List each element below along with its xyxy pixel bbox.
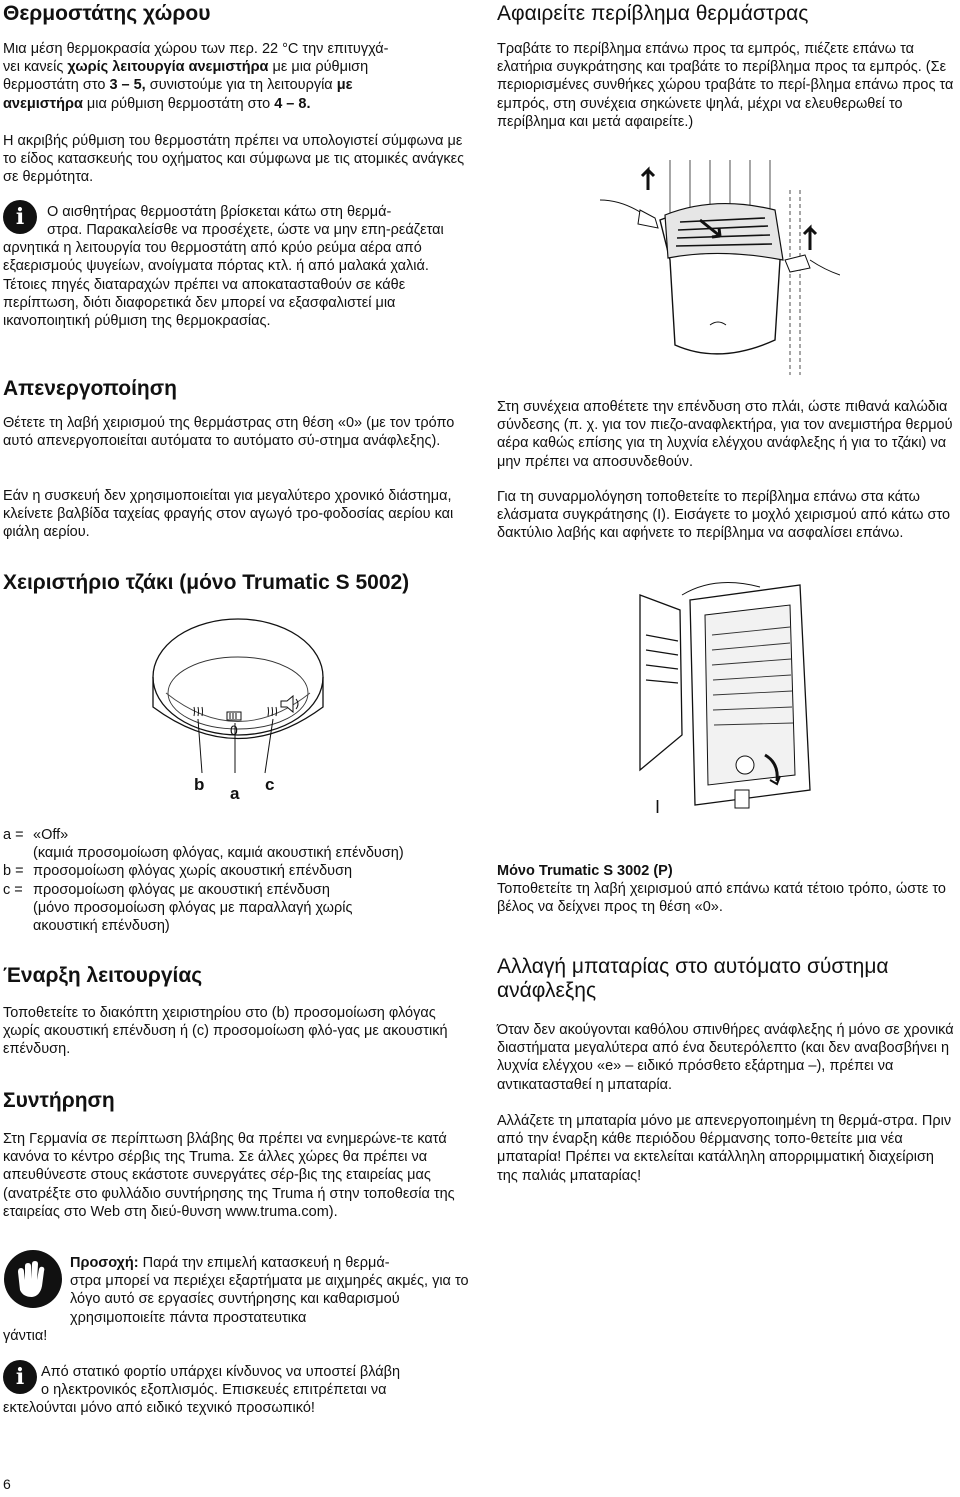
legend-row: a = «Off» bbox=[3, 827, 69, 843]
switch-off-paragraph-1: Θέτετε τη λαβή χειρισμού της θερμάστρας στη θέση «0» (με τον τρόπο αυτό απενεργοποιείται αυτόματα το αυτόματο σύ-στημα ανάφλεξης). bbox=[3, 415, 455, 450]
static-warning-line-3: εκτελούνται μόνο από ειδικό τεχνικό προσωπικό! bbox=[3, 1400, 315, 1416]
battery-change-paragraph-1: Όταν δεν ακούγονται καθόλου σπινθήρες ανάφλεξης ή μόνο σε χρονικά διαστήματα μεγαλύτερα από ένα δευτερόλεπτο (και δεν αναβοσβήνει η λυχνία ελέγχου «e» – ειδικό πρόσθετο εξάρτημα –), πρέπει να αντικατασταθεί η μπαταρία. bbox=[497, 1022, 954, 1093]
fireplace-control-diagram bbox=[150, 615, 330, 810]
caution-text: Προσοχή: Παρά την επιμελή κατασκευή η θερμά- στρα μπορεί να περιέχει εξαρτήματα με αιχμηρές ακμές, για το λόγο αυτό σε εργασίες συντήρησης και καθαρισμού χρησιμοποιείτε πάντα προστατευτικα bbox=[70, 1255, 469, 1326]
legend-row: ακουστική επένδυση) bbox=[33, 918, 170, 935]
heater-casing-removal-illustration bbox=[600, 160, 840, 375]
s3002-heading: Μόνο Trumatic S 3002 (P) bbox=[497, 863, 673, 879]
fireplace-legend bbox=[3, 826, 473, 935]
s3002-paragraph: Τοποθετείτε τη λαβή χειρισμού από επάνω κατά τέτοιο τρόπο, ώστε το βέλος να δείχνει προς τη θέση «0». bbox=[497, 881, 946, 916]
info-icon: i bbox=[3, 1360, 37, 1394]
dial-label-a: a bbox=[230, 784, 240, 803]
thermostat-paragraph-1: Μια μέση θερμοκρασία χώρου των περ. 22 °C την επιτυγχά- νει κανείς χωρίς λειτουργία ανεμιστήρα με μια ρύθμιση θερμοστάτη στο 3 – 5, συνιστούμε για τη λειτουργία με ανεμιστήρα μια ρύθμιση θερμοστάτη στο 4 – 8. bbox=[3, 41, 389, 112]
legend-row: b = προσομοίωση φλόγας χωρίς ακουστική επένδυση bbox=[3, 863, 353, 880]
protective-gloves-icon bbox=[4, 1250, 62, 1308]
legend-row: c = προσομοίωση φλόγας με ακουστική επένδυση bbox=[3, 881, 330, 898]
retaining-plate-label: I bbox=[655, 797, 661, 817]
remove-casing-heading: Αφαιρείτε περίβλημα θερμάστρας bbox=[497, 2, 809, 25]
dial-label-c: c bbox=[265, 775, 275, 794]
fireplace-control-heading: Χειριστήριο τζάκι (μόνο Trumatic S 5002) bbox=[3, 571, 410, 594]
maintenance-paragraph: Στη Γερμανία σε περίπτωση βλάβης θα πρέπει να ενημερώνε-τε κατά κανόνα το κέντρο σέρβις της Truma. Σε άλλες χώρες θα πρέπει να απευθύνεστε στους εκάστοτε συνεργάτες σέρ-βις της εταιρείας μας (ανατρέξτε στο φυλλάδιο συντήρησης της Truma ή στην τοποθεσία της εταιρείας στο Web στη διεύ-θυνση www.truma.com). bbox=[3, 1131, 455, 1220]
dial-zero-label: 0 bbox=[230, 722, 238, 738]
static-warning-line-1: Από στατικό φορτίο υπάρχει κίνδυνος να υποστεί βλάβη bbox=[41, 1364, 401, 1380]
battery-change-paragraph-2: Αλλάζετε τη μπαταρία μόνο με απενεργοποιημένη τη θερμά-στρα. Πριν από την έναρξη κάθε περιόδου θέρμανσης τοπο-θετείτε μια νέα μπαταρία! Πρέπει να εκτελείται κατάλληλη απορριμματική διαχείριση της παλιάς μπαταρίας! bbox=[497, 1113, 952, 1184]
dial-label-b: b bbox=[194, 775, 205, 794]
switch-off-paragraph-2: Εάν η συσκευή δεν χρησιμοποιείται για μεγαλύτερο χρονικό διάστημα, κλείνετε βαλβίδα ταχείας φραγής στον αγωγό τρο-φοδοσίας αερίου και φιάλη αερίου. bbox=[3, 488, 454, 541]
sensor-note-line-1: Ο αισθητήρας θερμοστάτη βρίσκεται κάτω στη θερμά- bbox=[47, 204, 392, 220]
caution-gloves-word: γάντια! bbox=[3, 1328, 48, 1344]
info-icon: i bbox=[3, 200, 37, 234]
legend-row: (καμιά προσομοίωση φλόγας, καμιά ακουστική επένδυση) bbox=[33, 845, 404, 862]
battery-change-heading: Αλλαγή μπαταρίας στο αυτόματο σύστημα ανάφλεξης bbox=[497, 955, 889, 1002]
static-warning-line-2: ο ηλεκτρονικός εξοπλισμός. Επισκευές επιτρέπεται να bbox=[41, 1382, 387, 1398]
page-number: 6 bbox=[3, 1476, 11, 1492]
start-operation-heading: Έναρξη λειτουργίας bbox=[3, 964, 203, 987]
remove-casing-paragraph-1: Τραβάτε το περίβλημα επάνω προς τα εμπρός, πιέζετε επάνω τα ελατήρια συγκράτησης και τραβάτε το περίβλημα προς τα εμπρός. (Σε περιορισμένες συνθήκες χώρου τραβάτε το περί-βλημα επάνω προς τα εμπρός, στη συνέχεια σηκώνετε ψηλά, μέχρι να ελευθερωθεί το περίβλημα και μετά αφαιρείτε.) bbox=[497, 41, 954, 130]
remove-casing-paragraph-2: Στη συνέχεια αποθέτετε την επένδυση στο πλάι, ώστε πιθανά καλώδια σύνδεσης (π. χ. για τον πιεζο-αναφλεκτήρα, για τον ανεμιστήρα θερμού αέρα καθώς επίσης για τη λυχνία ελέγχου ανάφλεξης ή για το τζάκι) να μην πρέπει να αποσυνδεθούν. bbox=[497, 399, 953, 470]
remove-casing-paragraph-3: Για τη συναρμολόγηση τοποθετείτε το περίβλημα επάνω στα κάτω ελάσματα συγκράτησης (I). Εισάγετε το μοχλό χειρισμού από κάτω στο δακτύλιο λαβής και αφήνετε το περίβλημα να ασφαλίσει επάνω. bbox=[497, 489, 951, 542]
thermostat-heading: Θερμοστάτης χώρου bbox=[3, 2, 211, 25]
sensor-note-body: στρα. Παρακαλείσθε να προσέχετε, ώστε να μην επη-ρεάζεται αρνητικά η λειτουργία του θερμοστάτη από κρύο ρεύμα αέρα από εξαερισμούς ψυγείων, ανοίγματα πόρτας κτλ. ή από μαλακά χαλιά. Τέτοιες πηγές διαταραχών πρέπει να αποκατασταθούν σε κάθε περίπτωση, διότι διαφορετικά δεν μπορεί να εξασφαλιστεί μια ικανοποιητική ρύθμιση της θερμοκρασίας. bbox=[3, 222, 444, 330]
thermostat-paragraph-2: Η ακριβής ρύθμιση του θερμοστάτη πρέπει να υπολογιστεί σύμφωνα με το είδος κατασκευής του οχήματος και σύμφωνα με τις ατομικές ανάγκες σε θερμότητα. bbox=[3, 133, 465, 186]
start-operation-paragraph: Τοποθετείτε το διακόπτη χειριστηρίου στο (b) προσομοίωση φλόγας χωρίς ακουστική επένδυση ή (c) προσομοίωση φλό-γας με ακουστική επένδυση. bbox=[3, 1005, 448, 1058]
maintenance-heading: Συντήρηση bbox=[3, 1089, 115, 1112]
switch-off-heading: Απενεργοποίηση bbox=[3, 377, 177, 400]
legend-row: (μόνο προσομοίωση φλόγας με παραλλαγή χωρίς bbox=[33, 899, 353, 916]
heater-interior-illustration bbox=[620, 575, 820, 825]
